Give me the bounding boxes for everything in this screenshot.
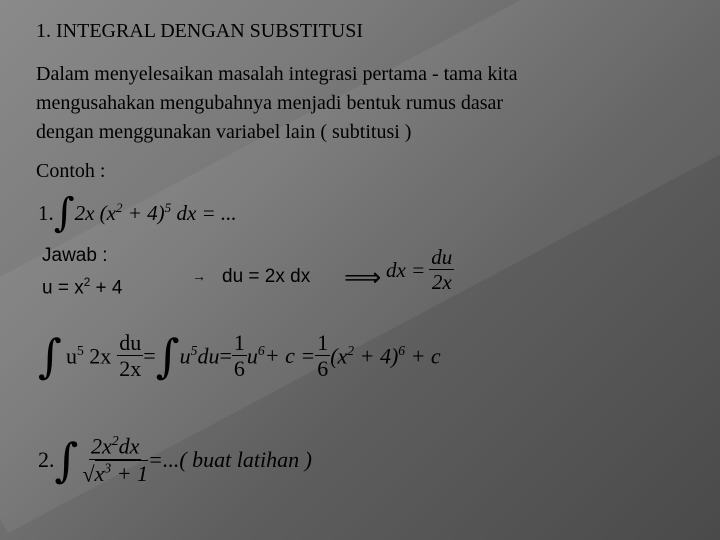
problem-2 xyxy=(38,420,312,500)
du-definition: du = 2x dx xyxy=(222,266,311,287)
intro-line-3: dengan menggunakan variabel lain ( subtitusi ) xyxy=(36,121,412,143)
problem-2-denominator: $√x^3 + 1$ xyxy=(82,461,148,487)
dx-lhs: dx = xyxy=(386,257,426,282)
equals-sign: = xyxy=(143,343,156,368)
u-definition: $u = x^2 + 4$ xyxy=(42,276,123,299)
example-label: Contoh : xyxy=(36,160,106,182)
integral-sign-icon: ∫ xyxy=(54,433,79,487)
intro-line-1: Dalam menyelesaikan masalah integrasi pertama - tama kita xyxy=(36,63,518,85)
derivation-line xyxy=(38,320,441,392)
sqrt-icon: √ xyxy=(82,461,95,487)
arrow-right-icon: → xyxy=(192,268,206,284)
derivation-u5: $u^5$ 2x xyxy=(65,342,112,369)
problem-2-number: 2. xyxy=(38,447,55,472)
derivation-u5-du: $u^5du$ xyxy=(179,342,220,369)
problem-1 xyxy=(38,190,237,236)
answer-block xyxy=(42,242,123,301)
problem-1-number: 1. xyxy=(38,200,54,225)
integral-sign-icon: ∫ xyxy=(38,329,62,383)
dx-expression xyxy=(386,246,454,294)
coefficient-fraction: $\frac{1}{6}$ xyxy=(233,329,245,381)
derivation-u6: $u^6$ xyxy=(246,342,265,369)
integral-sign-icon: ∫ xyxy=(155,329,180,383)
implies-arrow-icon: ⟹ xyxy=(344,262,382,292)
derivation-fraction: $\frac{du}{2x}$ xyxy=(119,329,142,381)
dx-fraction: $\frac{du}{2x}$ xyxy=(431,245,453,295)
problem-2-numerator: $2x^2dx$ xyxy=(91,433,140,459)
integral-sign-icon: ∫ xyxy=(53,190,75,236)
problem-2-rest: =...( buat latihan ) xyxy=(147,447,312,472)
page-title: 1. INTEGRAL DENGAN SUBSTITUSI xyxy=(36,20,364,42)
coefficient-fraction-2: $\frac{1}{6}$ xyxy=(317,329,329,381)
equals-sign: = xyxy=(219,343,232,368)
answer-label: Jawab : xyxy=(42,245,108,266)
intro-paragraph xyxy=(36,60,517,147)
problem-1-integrand: 2x $(x^2 + 4)^5$ dx = ... xyxy=(74,200,237,225)
intro-line-2: mengusahakan mengubahnya menjadi bentuk rumus dasar xyxy=(36,92,504,114)
derivation-result: $(x^2 + 4)^6 + c$ xyxy=(330,342,441,369)
problem-2-fraction xyxy=(82,433,148,486)
plus-c: + c = xyxy=(264,343,316,368)
